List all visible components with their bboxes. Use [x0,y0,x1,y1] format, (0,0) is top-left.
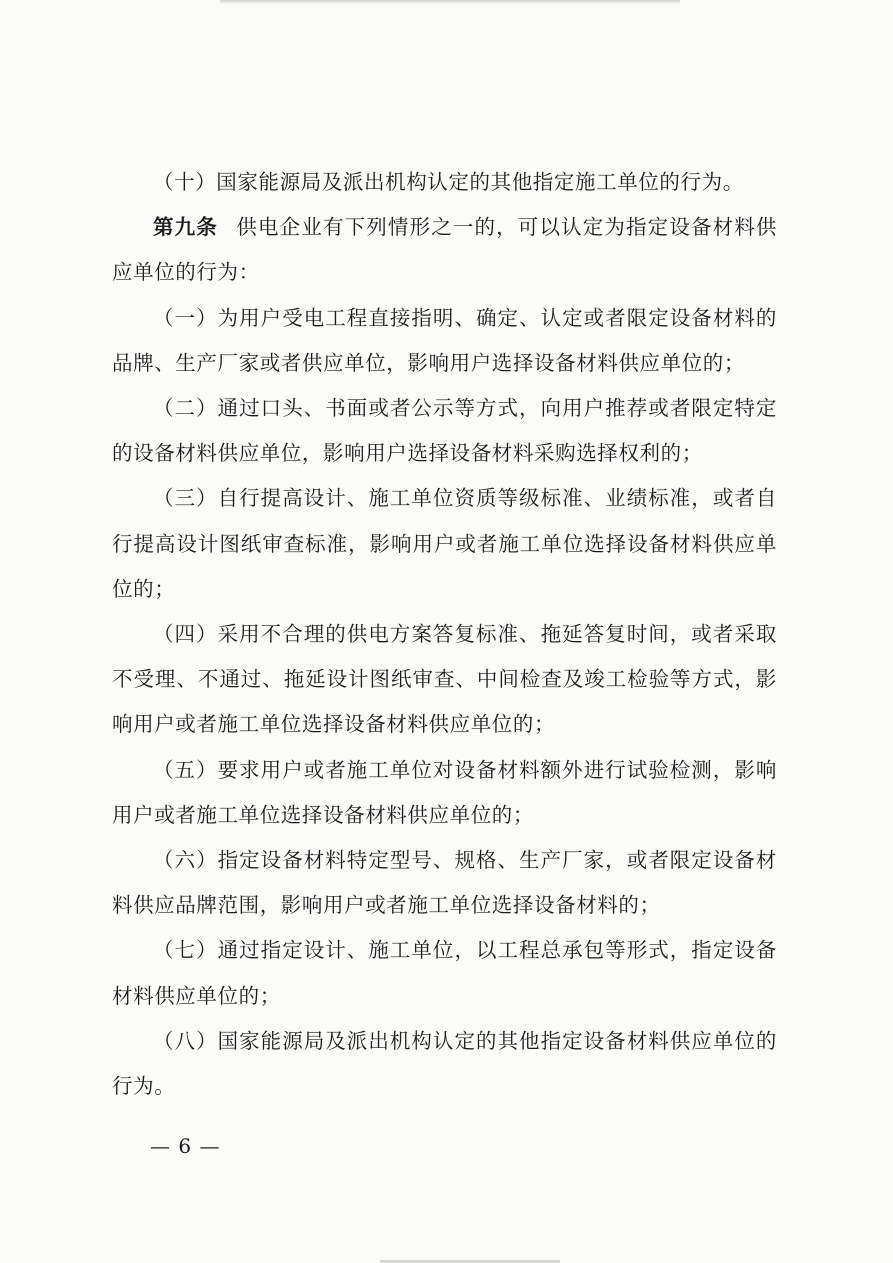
paragraph-text: （一）为用户受电工程直接指明、确定、认定或者限定设备材料的品牌、生产厂家或者供应单位，影响用户选择设备材料供应单位的； [112,305,777,375]
paragraph-text: （八）国家能源局及派出机构认定的其他指定设备材料供应单位的行为。 [112,1028,777,1099]
paragraph-text: （五）要求用户或者施工单位对设备材料额外进行试验检测，影响用户或者施工单位选择设备材料供应单位的； [112,757,777,827]
scan-edge-top [220,0,680,4]
article-number: 第九条 [153,215,218,240]
paragraph-item-6 [112,838,777,928]
paragraph-item-10 [112,160,777,205]
paragraph-text: （十）国家能源局及派出机构认定的其他指定施工单位的行为。 [153,170,744,194]
page-number: — 6 — [150,1134,221,1158]
paragraph-text: 供电企业有下列情形之一的，可以认定为指定设备材料供应单位的行为： [112,215,777,285]
paragraph-item-8 [112,1019,777,1109]
paragraph-text: （七）通过指定设计、施工单位，以工程总承包等形式，指定设备材料供应单位的； [112,938,777,1008]
paragraph-text: （六）指定设备材料特定型号、规格、生产厂家，或者限定设备材料供应品牌范围，影响用户或者施工单位选择设备材料的； [112,848,777,918]
paragraph-item-1 [112,296,777,386]
paragraph-text: （二）通过口头、书面或者公示等方式，向用户推荐或者限定特定的设备材料供应单位，影响用户选择设备材料采购选择权利的； [112,396,777,466]
paragraph-item-3 [112,476,777,612]
paragraph-item-2 [112,386,777,476]
paragraph-item-5 [112,748,777,838]
paragraph-item-4 [112,612,777,748]
paragraph-text: （三）自行提高设计、施工单位资质等级标准、业绩标准，或者自行提高设计图纸审查标准，影响用户或者施工单位选择设备材料供应单位的； [112,486,777,601]
document-body [112,160,777,1109]
paragraph-item-7 [112,928,777,1018]
article-9 [112,205,777,295]
paragraph-text: （四）采用不合理的供电方案答复标准、拖延答复时间，或者采取不受理、不通过、拖延设计图纸审查、中间检查及竣工检验等方式，影响用户或者施工单位选择设备材料供应单位的； [112,622,777,737]
